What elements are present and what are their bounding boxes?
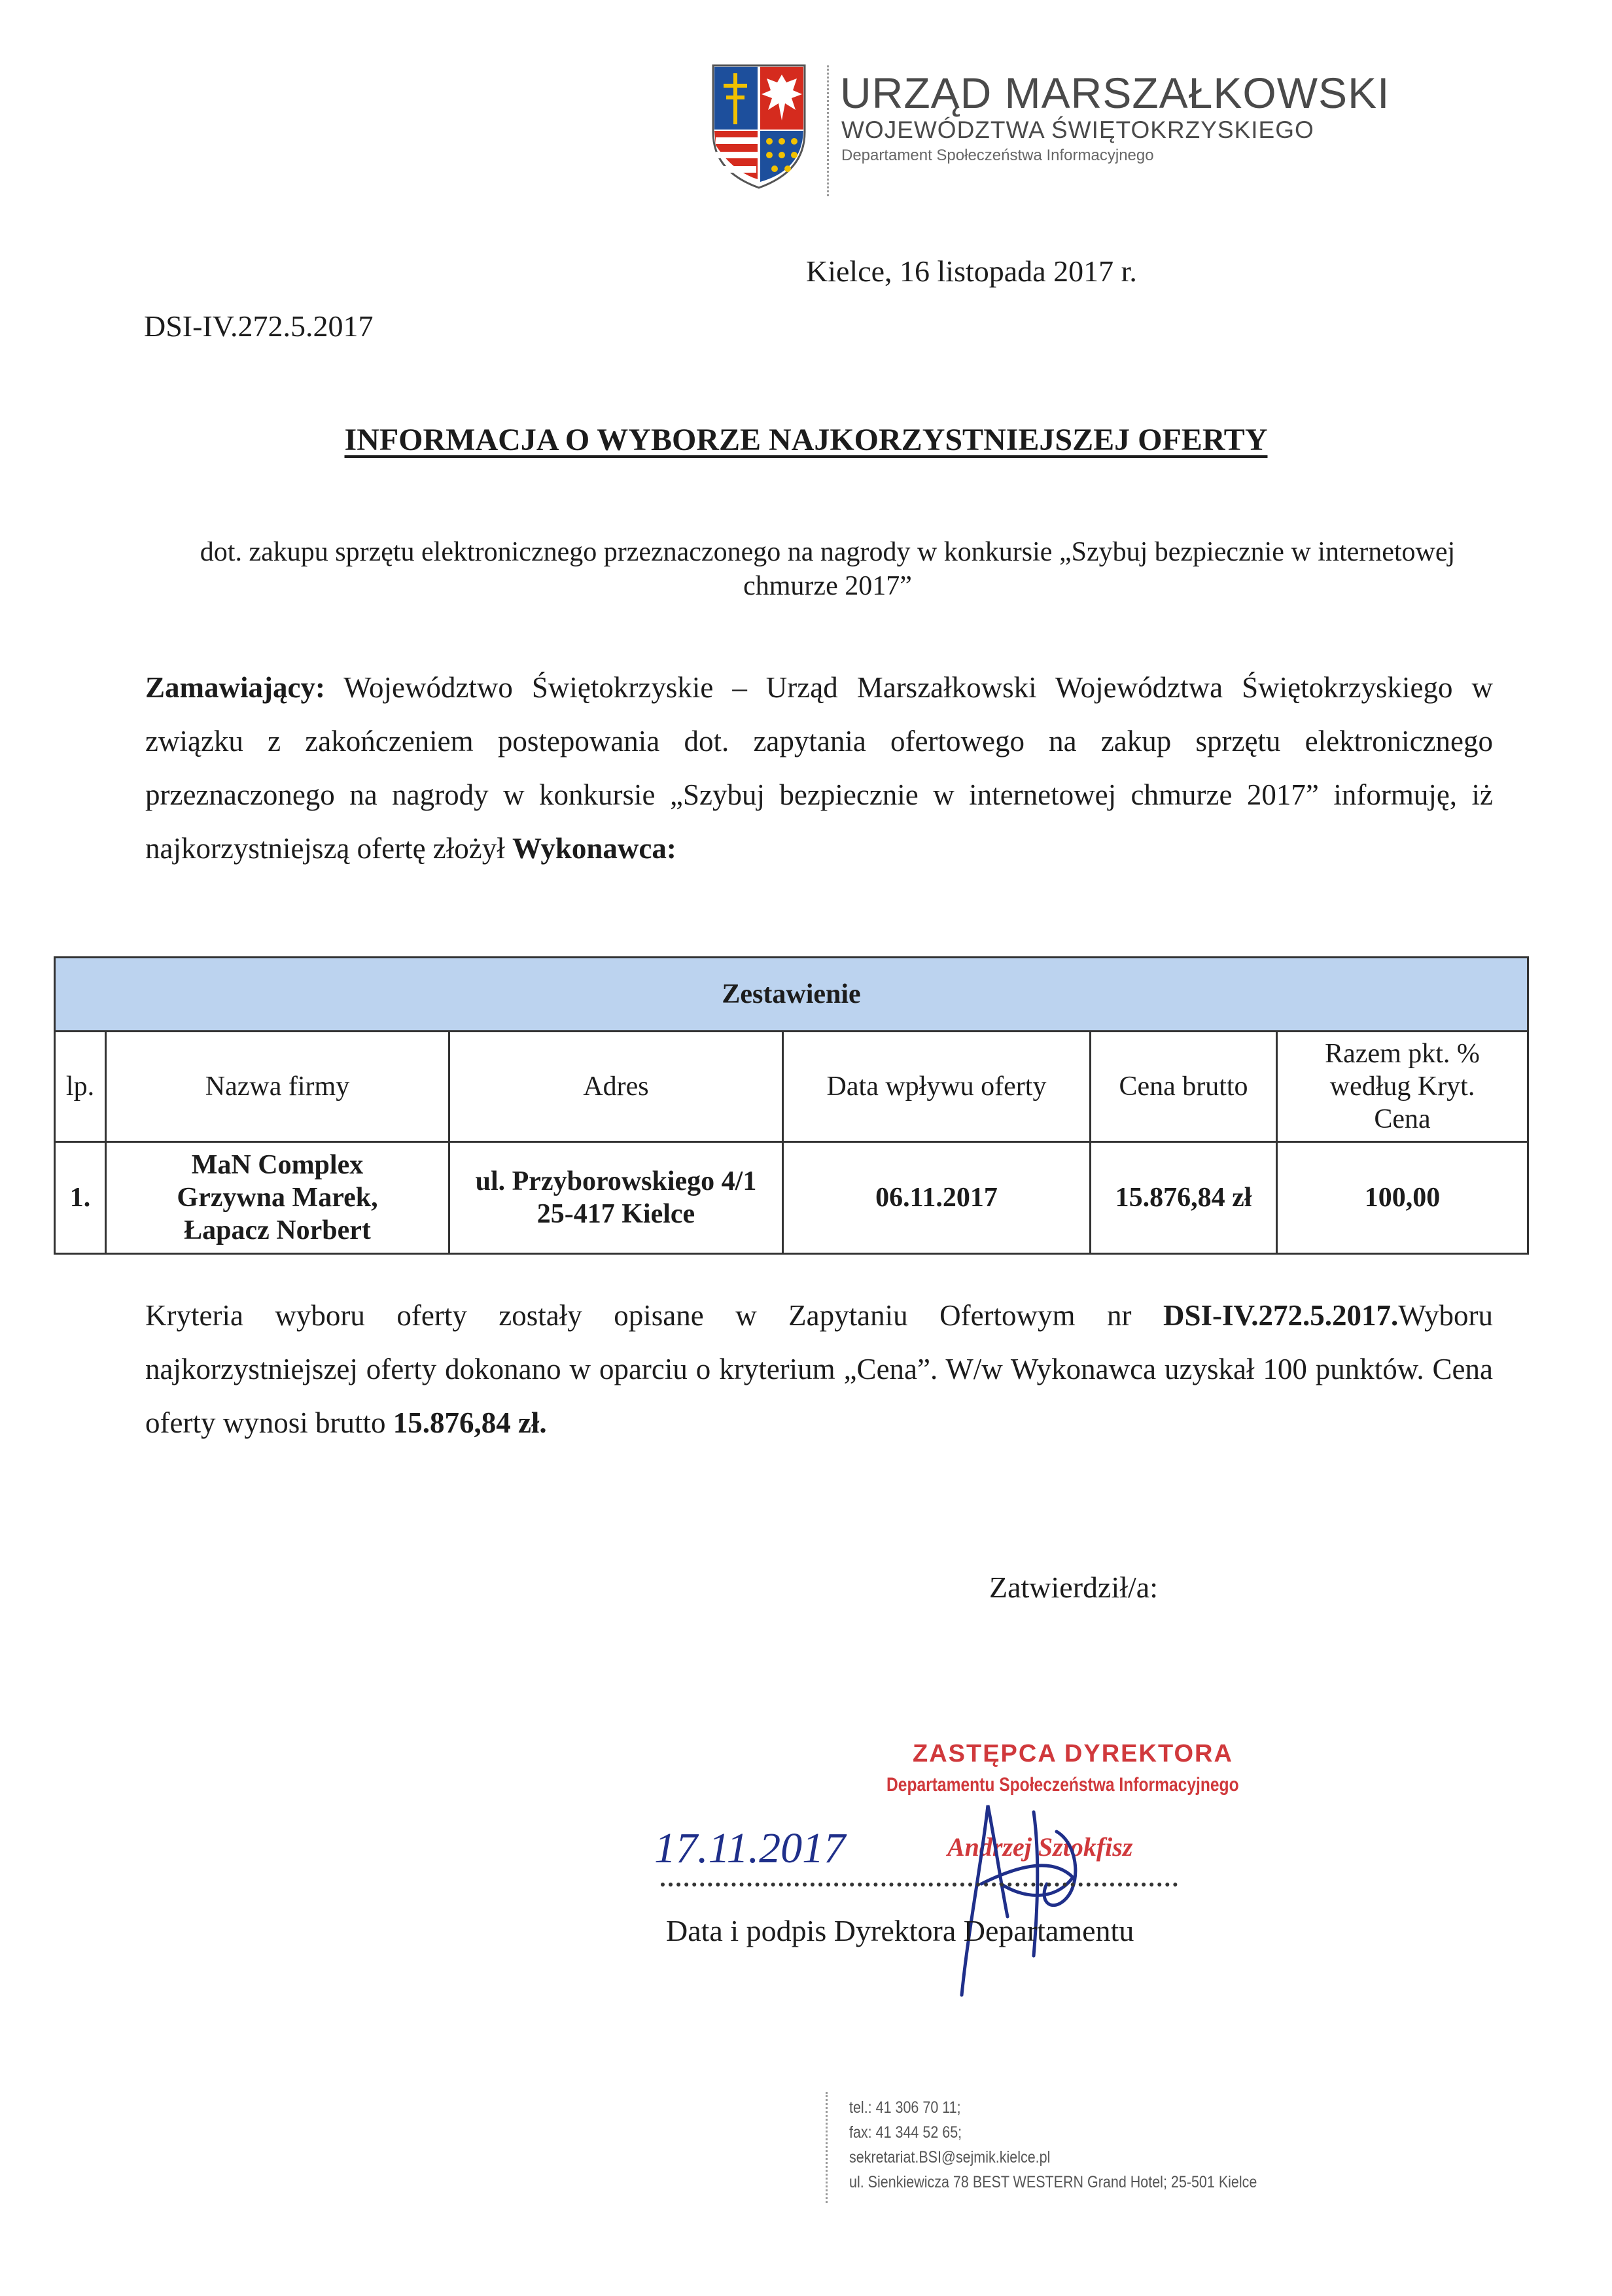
header-score-line: Cena xyxy=(1374,1104,1431,1134)
table-header-row xyxy=(55,1032,1528,1142)
footer-fax: fax: 41 344 52 65; xyxy=(849,2123,962,2142)
footer-separator xyxy=(826,2092,828,2203)
document-title-text: INFORMACJA O WYBORZE NAJKORZYSTNIEJSZEJ OFERTY xyxy=(344,423,1268,457)
cell-gross-price: 15.876,84 zł xyxy=(1091,1142,1277,1254)
footer-email: sekretariat.BSI@sejmik.kielce.pl xyxy=(849,2148,1051,2166)
cell-score: 100,00 xyxy=(1277,1142,1528,1254)
header-lp: lp. xyxy=(55,1032,106,1142)
company-name-line: MaN Complex xyxy=(191,1150,364,1180)
criteria-paragraph xyxy=(145,1289,1493,1450)
coat-of-arms-icon xyxy=(707,60,811,191)
criteria-text: Kryteria wyboru oferty zostały opisane w Zapytaniu Ofertowym nr xyxy=(145,1299,1163,1332)
header-offer-date: Data wpływu oferty xyxy=(783,1032,1091,1142)
letterhead-separator xyxy=(827,65,829,196)
approved-label: Zatwierdził/a: xyxy=(989,1571,1158,1604)
cell-lp: 1. xyxy=(55,1142,106,1254)
criteria-text: Wyboru najkorzystniejszej oferty dokonano w oparciu o kryterium „Cena”. W/w Wykonawca uzyskał 100 punktów. Cena oferty wynosi brutto xyxy=(145,1299,1493,1439)
document-title xyxy=(0,422,1612,458)
stamp-department: Departamentu Społeczeństwa Informacyjnego xyxy=(886,1774,1239,1796)
signature-caption: Data i podpis Dyrektora Departamentu xyxy=(666,1914,1134,1947)
intro-label: Zamawiający: xyxy=(145,671,325,704)
address-line: 25-417 Kielce xyxy=(536,1199,695,1229)
cell-company-name xyxy=(106,1142,449,1254)
header-address: Adres xyxy=(449,1032,783,1142)
header-score-line: według Kryt. xyxy=(1329,1071,1475,1102)
header-gross-price: Cena brutto xyxy=(1091,1032,1277,1142)
org-department: Departament Społeczeństwa Informacyjnego xyxy=(841,147,1154,164)
footer-phone: tel.: 41 306 70 11; xyxy=(849,2098,961,2117)
stamp-person: Andrzej Sztokfisz xyxy=(947,1832,1133,1862)
header-score xyxy=(1277,1032,1528,1142)
criteria-price: 15.876,84 zł. xyxy=(393,1406,547,1439)
table-caption: Zestawienie xyxy=(55,958,1528,1032)
company-name-line: Grzywna Marek, xyxy=(177,1183,378,1213)
signature-line xyxy=(661,1883,1178,1887)
header-score-line: Razem pkt. % xyxy=(1325,1039,1480,1069)
subject: dot. zakupu sprzętu elektronicznego przeznaczonego na nagrody w konkursie „Szybuj bezpiecznie w internetowej chmurze 2017” xyxy=(200,537,1456,601)
contractor-label: Wykonawca: xyxy=(512,832,676,865)
reference-number: DSI-IV.272.5.2017 xyxy=(144,309,374,343)
stamp-role: ZASTĘPCA DYREKTORA xyxy=(913,1740,1233,1767)
address-line: ul. Przyborowskiego 4/1 xyxy=(475,1166,757,1196)
intro-text: Województwo Świętokrzyskie – Urząd Marszałkowski Województwa Świętokrzyskiego w związku z zakończeniem postepowania dot. zapytania ofertowego na zakup sprzętu elektronicznego przeznaczonego na nagrody w konkursie „Szybuj bezpiecznie w internetowej chmurze 2017” informuję, iż najkorzystniejszą ofertę złożył xyxy=(145,671,1493,865)
header-company-name: Nazwa firmy xyxy=(106,1032,449,1142)
cell-offer-date: 06.11.2017 xyxy=(783,1142,1091,1254)
cell-address xyxy=(449,1142,783,1254)
org-name: URZĄD MARSZAŁKOWSKI xyxy=(840,69,1390,117)
criteria-reference: DSI-IV.272.5.2017. xyxy=(1163,1299,1399,1332)
intro-paragraph xyxy=(145,661,1493,875)
table-row xyxy=(55,1142,1528,1254)
org-region: WOJEWÓDZTWA ŚWIĘTOKRZYSKIEGO xyxy=(841,116,1314,143)
handwritten-date: 17.11.2017 xyxy=(654,1824,846,1872)
footer-address: ul. Sienkiewicza 78 BEST WESTERN Grand Hotel; 25-501 Kielce xyxy=(849,2173,1257,2191)
place-date: Kielce, 16 listopada 2017 r. xyxy=(806,254,1137,288)
signature-icon xyxy=(942,1786,1099,2021)
summary-table xyxy=(54,956,1529,1255)
company-name-line: Łapacz Norbert xyxy=(184,1215,371,1245)
